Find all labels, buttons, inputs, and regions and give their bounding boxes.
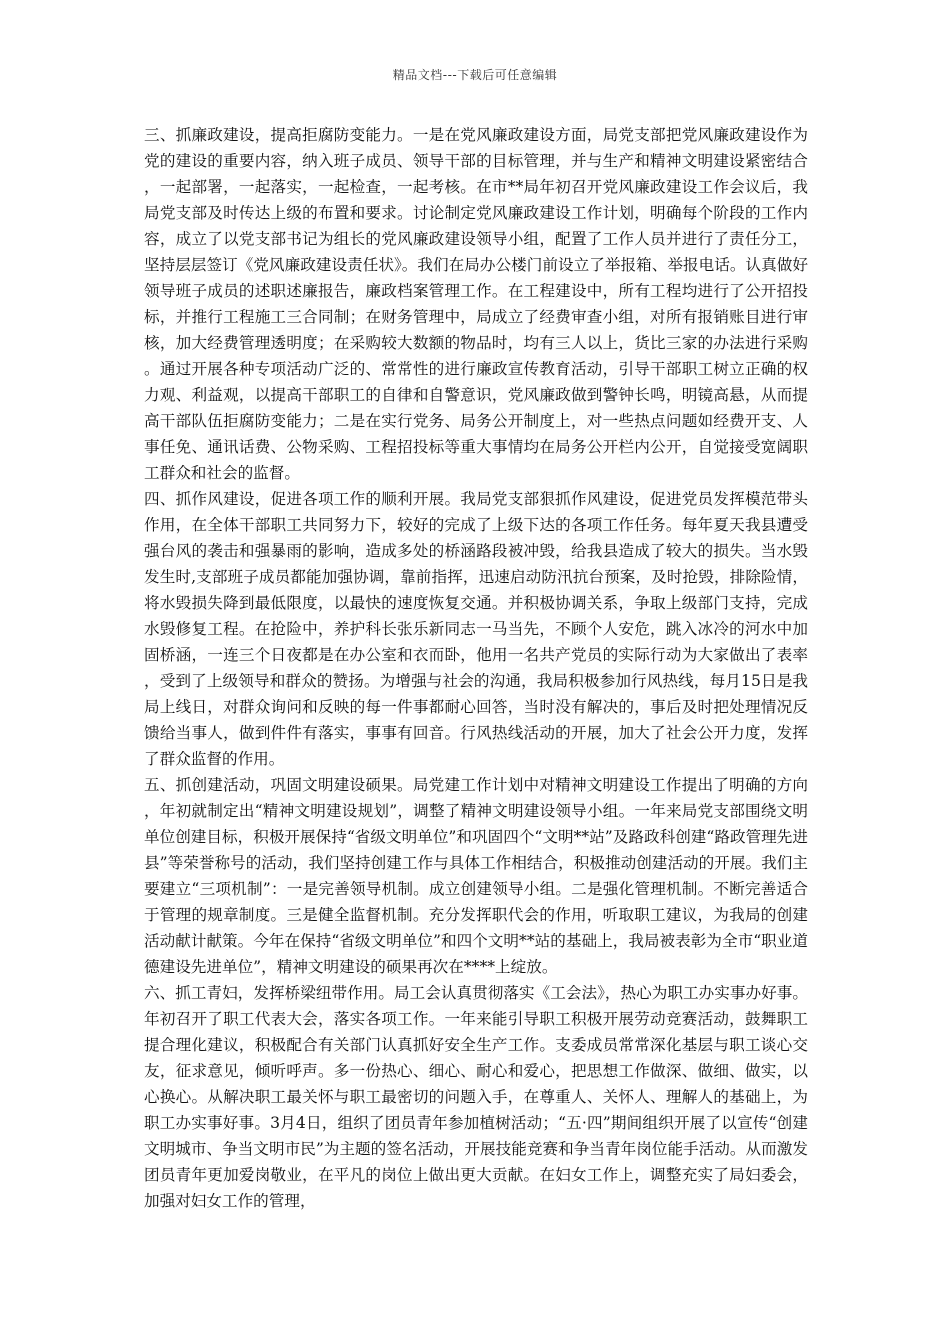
paragraph-civilization-building: 五、抓创建活动，巩固文明建设硕果。局党建工作计划中对精神文明建设工作提出了明确的方向，年初就制定出“精神文明建设规划”，调整了精神文明建设领导小组。一年来局党支部围绕文明单位创建目标，积极开展保持“省级文明单位”和巩固四个“文明**站”及路政科创建“路政管理先进县”等荣誉称号的活动，我们坚持创建工作与具体工作相结合，积极推动创建活动的开展。我们主要建立“三项机制”：一是完善领导机制。成立创建领导小组。二是强化管理机制。不断完善适合于管理的规章制度。三是健全监督机制。充分发挥职代会的作用，听取职工建议，为我局的创建活动献计献策。今年在保持“省级文明单位”和四个文明**站的基础上，我局被表彰为全市“职业道德建设先进单位”，精神文明建设的硕果再次在****上绽放。: [144, 776, 808, 976]
paragraph-anti-corruption: 三、抓廉政建设，提高拒腐防变能力。一是在党风廉政建设方面，局党支部把党风廉政建设作为党的建设的重要内容，纳入班子成员、领导干部的目标管理，并与生产和精神文明建设紧密结合，一起部署，一起落实，一起检查，一起考核。在市**局年初召开党风廉政建设工作会议后，我局党支部及时传达上级的布置和要求。讨论制定党风廉政建设工作计划，明确每个阶段的工作内容，成立了以党支部书记为组长的党风廉政建设领导小组，配置了工作人员并进行了责任分工，坚持层层签订《党风廉政建设责任状》。我们在局办公楼门前设立了举报箱、举报电话。认真做好领导班子成员的述职述廉报告，廉政档案管理工作。在工程建设中，所有工程均进行了公开招投标，并推行工程施工三合同制；在财务管理中，局成立了经费审查小组，对所有报销账目进行审核，加大经费管理透明度；在采购较大数额的物品时，均有三人以上，货比三家的办法进行采购。通过开展各种专项活动广泛的、常常性的进行廉政宣传教育活动，引导干部职工树立正确的权力观、利益观，以提高干部职工的自律和自警意识，党风廉政做到警钟长鸣，明镜高悬，从而提高干部队伍拒腐防变能力；二是在实行党务、局务公开制度上，对一些热点问题如经费开支、人事任免、通讯话费、公物采购、工程招投标等重大事情均在局务公开栏内公开，自觉接受宽阔职工群众和社会的监督。: [144, 126, 808, 482]
paragraph-union-youth-women: 六、抓工青妇，发挥桥梁纽带作用。局工会认真贯彻落实《工会法》，热心为职工办实事办好事。年初召开了职工代表大会，落实各项工作。一年来能引导职工积极开展劳动竞赛活动，鼓舞职工提合理化建议，积极配合有关部门认真抓好安全生产工作。支委成员常常深化基层与职工谈心交友，征求意见，倾听呼声。多一份热心、细心、耐心和爱心，把思想工作做深、做细、做实，以心换心。从解决职工最关怀与职工最密切的问题入手，在尊重人、关怀人、理解人的基础上，为职工办实事好事。3月4日，组织了团员青年参加植树活动；“五·四”期间组织开展了以宣传“创建文明城市、争当文明市民”为主题的签名活动，开展技能竞赛和争当青年岗位能手活动。从而激发团员青年更加爱岗敬业，在平凡的岗位上做出更大贡献。在妇女工作上，调整充实了局妇委会，加强对妇女工作的管理，: [144, 984, 808, 1210]
document-body: [144, 122, 808, 1214]
paragraph-work-style: 四、抓作风建设，促进各项工作的顺利开展。我局党支部狠抓作风建设，促进党员发挥模范带头作用，在全体干部职工共同努力下，较好的完成了上级下达的各项工作任务。每年夏天我县遭受强台风的袭击和强暴雨的影响，造成多处的桥涵路段被冲毁，给我县造成了较大的损失。当水毁发生时,支部班子成员都能加强协调，靠前指挥，迅速启动防汛抗台预案，及时抢毁，排除险情，将水毁损失降到最低限度，以最快的速度恢复交通。并积极协调关系，争取上级部门支持，完成水毁修复工程。在抢险中，养护科长张乐新同志一马当先，不顾个人安危，跳入冰冷的河水中加固桥涵，一连三个日夜都是在办公室和衣而卧，他用一名共产党员的实际行动为大家做出了表率，受到了上级领导和群众的赞扬。为增强与社会的沟通，我局积极参加行风热线，每月15日是我局上线日，对群众询问和反映的每一件事都耐心回答，当时没有解决的，事后及时把处理情况反馈给当事人，做到件件有落实，事事有回音。行风热线活动的开展，加大了社会公开力度，发挥了群众监督的作用。: [144, 490, 808, 768]
page-header: 精品文档---下载后可任意编辑: [392, 68, 558, 82]
